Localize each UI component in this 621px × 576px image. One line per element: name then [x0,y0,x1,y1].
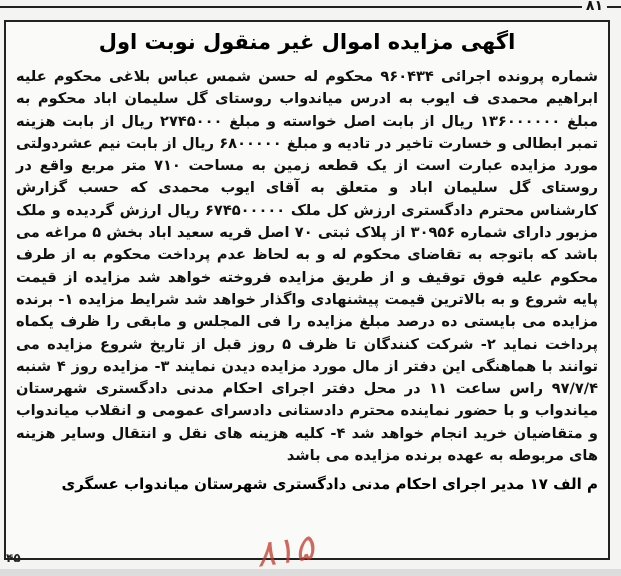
notice-body-text: شماره پرونده اجرائی ۹۶۰۴۳۴ محکوم له حسن شمس عباس بلاغی محکوم علیه ابراهیم محمدی ف ایوب به ادرس میاندواب روستای گل سلیمان اباد محکوم به مبلغ ۱۳۶۰۰۰۰۰۰ ریال از بابت اصل خواسته و مبلغ ۲۷۴۵۰۰۰ ریال از بابت هزینه تمبر ابطالی و خسارت تاخیر در تادیه و مبلغ ۶۸۰۰۰۰۰ ریال از بابت نیم عشردولتی مورد مزایده عبارت است از یک قطعه زمین به مساحت ۷۱۰ متر مربع واقع در روستای گل سلیمان اباد و متعلق به آقای ایوب محمدی که حسب گزارش کارشناس محترم دادگستری ارزش کل ملک ۶۷۴۵۰۰۰۰۰ ریال ارزش گردیده و ملک مزبور دارای شماره ۳۰۹۵۶ از پلاک ثبتی ۷۰ اصل قریه سعید اباد بخش ۵ مراغه می باشد که باتوجه به تقاضای محکوم له و به لحاظ عدم پرداخت محکوم به از طرف محکوم علیه فوق توقیف و از طریق مزایده فروخته خواهد شد مزایده از قیمت پایه شروع و به بالاترین قیمت پیشنهادی واگذار خواهد شد شرایط مزایده ۱- برنده مزایده می بایستی ده درصد مبلغ مزایده را فی المجلس و مابقی را ظرف یکماه پرداخت نماید ۲- شرکت کنندگان تا ظرف ۵ روز قبل از تاریخ شروع مزایده می توانند با هماهنگی این دفتر از مال مورد مزایده دیدن نمایند ۳- مزایده روز ۴ شنبه ۹۷/۷/۴ راس ساعت ۱۱ در محل دفتر اجرای احکام مدنی دادگستری شهرستان میاندواب و با حضور نماینده محترم دادستانی دادسرای عمومی و انقلاب میاندواب و متقاضیان خرید انجام خواهد شد ۴- کلیه هزینه های نقل و انتقال وسایر هزینه های مربوطه به عهده برنده مزایده می باشد [16,68,599,465]
corner-mark: ۴۵ [6,551,21,565]
notice-body [16,66,598,496]
auction-notice-box [4,20,610,576]
page-number: ۸۱ [582,0,607,14]
notice-signature: م الف ۱۷ مدیر اجرای احکام مدنی دادگستری شهرستان میاندواب عسگری [61,475,598,494]
notice-title: اگهی مزایده اموال غیر منقول نوبت اول [98,30,516,54]
handwritten-stamp: ۸۱۵ [253,527,317,576]
top-divider [0,6,621,8]
